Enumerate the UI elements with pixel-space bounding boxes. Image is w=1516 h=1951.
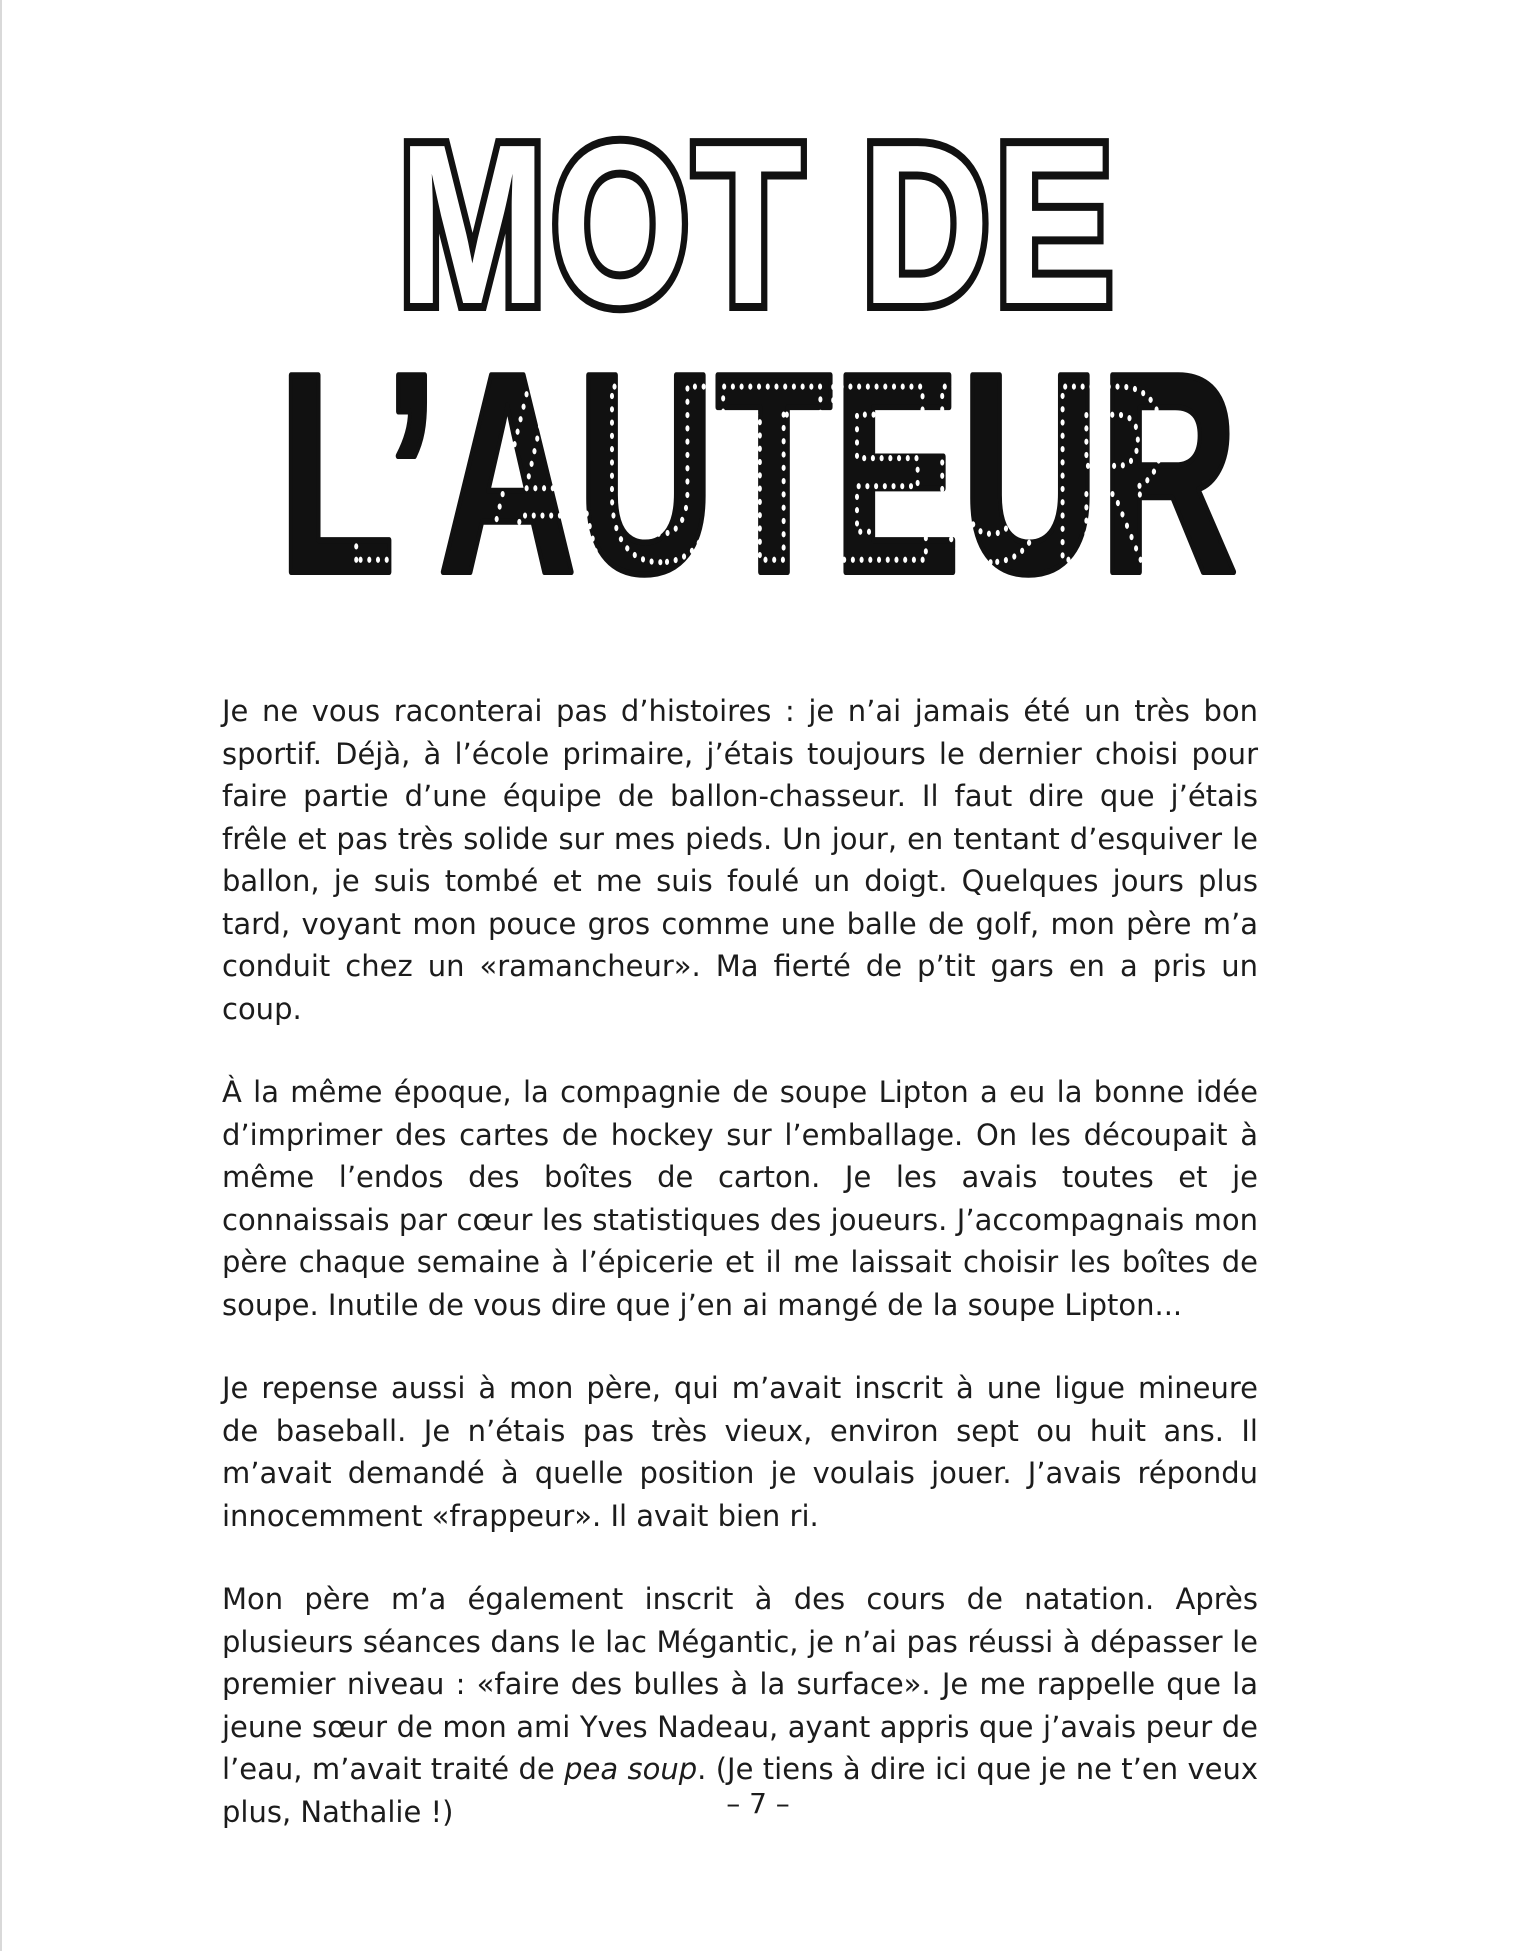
paragraph-4-text-a: Mon père m’a également inscrit à des cours de natation. Après plusieurs séances dans le lac Mégantic, je n’ai pas réussi à dépasser le premier niveau : «faire des bulles à la surface». Je me rappelle que la jeune sœur de mon ami Yves Nadeau, ayant appris que j’avais peur de l’eau, m’avait traité de xyxy=(222,1582,1258,1786)
title-line-2-base: L’AUTEUR xyxy=(278,313,1238,633)
chapter-title xyxy=(0,98,1516,633)
title-line-2-wrapper xyxy=(0,313,1516,633)
paragraph-3: Je repense aussi à mon père, qui m’avait inscrit à une ligue mineure de baseball. Je n’étais pas très vieux, environ sept ou huit ans. Il m’avait demandé à quelle position je voulais jouer. J’avais répondu innocemment «frappeur». Il avait bien ri. xyxy=(222,1371,1258,1533)
paragraph-2: À la même époque, la compagnie de soupe Lipton a eu la bonne idée d’imprimer des cartes de hockey sur l’emballage. On les découpait à même l’endos des boîtes de carton. Je les avais toutes et je connaissais par cœur les statistiques des joueurs. J’accompagnais mon père chaque semaine à l’épicerie et il me laissait choisir les boîtes de soupe. Inutile de vous dire que j’en ai mangé de la soupe Lipton... xyxy=(222,1075,1258,1322)
paragraph-4-italic: pea soup xyxy=(564,1752,698,1786)
paragraph-4-text-b: . (Je tiens à dire ici que je ne t’en veux plus, Nathalie !) xyxy=(222,1752,1258,1829)
title-line-1: MOT DE xyxy=(398,98,1118,352)
body-text xyxy=(222,690,1258,1874)
title-line-2-svg xyxy=(258,313,1258,633)
paragraph-1: Je ne vous raconterai pas d’histoires : je n’ai jamais été un très bon sportif. Déjà, à l’école primaire, j’étais toujours le dernier choisi pour faire partie d’une équipe de ballon-chasseur. Il faut dire que j’étais frêle et pas très solide sur mes pieds. Un jour, en tentant d’esquiver le ballon, je suis tombé et me suis foulé un doigt. Quelques jours plus tard, voyant mon pouce gros comme une balle de golf, mon père m’a conduit chez un «ramancheur». Ma fierté de p’tit gars en a pris un coup. xyxy=(222,694,1258,1026)
title-line-2-dots: L’AUTEUR xyxy=(345,332,1171,614)
page-number: – 7 – xyxy=(726,1787,790,1820)
